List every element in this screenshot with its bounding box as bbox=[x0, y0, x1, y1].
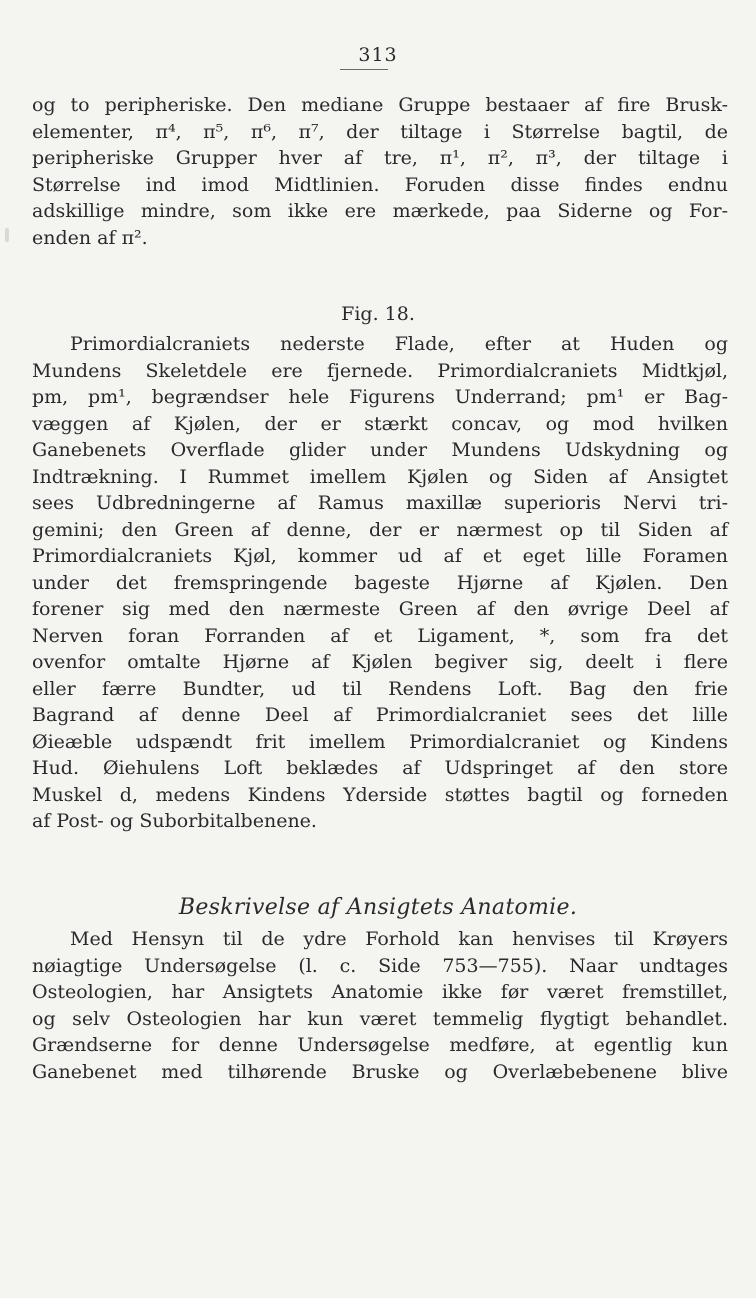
text-line: Indtrækning. I Rummet imellem Kjølen og Siden af Ansigtet bbox=[32, 465, 728, 488]
text-line: Osteologien, har Ansigtets Anatomie ikke før været fremstillet, bbox=[32, 981, 728, 1003]
text-line: Ganebenet med tilhørende Bruske og Overlæbebenene blive bbox=[32, 1060, 728, 1083]
text-line: og to peripheriske. Den mediane Gruppe bestaaer af fire Brusk- bbox=[32, 94, 728, 116]
text-line: Muskel d, medens Kindens Yderside støttes bagtil og forneden bbox=[32, 783, 728, 806]
text-line: Hud. Øiehulens Loft beklædes af Udspringet af den store bbox=[32, 757, 728, 779]
text-line: under det fremspringende bageste Hjørne af Kjølen. Den bbox=[32, 571, 728, 594]
text-line: af Post- og Suborbitalbenene. bbox=[32, 810, 317, 832]
text-line: Mundens Skeletdele ere fjernede. Primordialcraniets Midtkjøl, bbox=[32, 359, 728, 382]
page-number-underline bbox=[340, 69, 388, 70]
text-line: Bagrand af denne Deel af Primordialcraniet sees det lille bbox=[32, 704, 728, 726]
text-line: ovenfor omtalte Hjørne af Kjølen begiver sig, deelt i flere bbox=[32, 651, 728, 673]
text-line: forener sig med den nærmeste Green af den øvrige Deel af bbox=[32, 598, 728, 620]
text-line: elementer, π⁴, π⁵, π⁶, π⁷, der tiltage i Størrelse bagtil, de bbox=[32, 120, 728, 143]
text-line: Primordialcraniets nederste Flade, efter at Huden og bbox=[70, 333, 728, 355]
section-paragraph bbox=[32, 926, 728, 1085]
text-line: gemini; den Green af denne, der er nærmest op til Siden af bbox=[32, 518, 728, 541]
text-line: Nerven foran Forranden af et Ligament, *, som fra det bbox=[32, 624, 728, 647]
text-line: eller færre Bundter, ud til Rendens Loft. Bag den frie bbox=[32, 677, 728, 700]
section-heading: Beskrivelse af Ansigtets Anatomie. bbox=[178, 895, 578, 920]
intro-paragraph bbox=[32, 92, 728, 251]
text-line: sees Udbredningerne af Ramus maxillæ superioris Nervi tri- bbox=[32, 492, 728, 514]
text-line: og selv Osteologien har kun været temmelig flygtigt behandlet. bbox=[32, 1007, 728, 1030]
text-line: Med Hensyn til de ydre Forhold kan henvises til Krøyers bbox=[70, 928, 728, 950]
figure-label: Fig. 18. bbox=[341, 303, 415, 325]
text-line: Grændserne for denne Undersøgelse medføre, at egentlig kun bbox=[32, 1034, 728, 1056]
text-line: Størrelse ind imod Midtlinien. Foruden disse findes endnu bbox=[32, 173, 728, 196]
text-line: Primordialcraniets Kjøl, kommer ud af et eget lille Foramen bbox=[32, 545, 728, 567]
margin-mark bbox=[5, 228, 9, 242]
text-line: adskillige mindre, som ikke ere mærkede, paa Siderne og For- bbox=[32, 200, 728, 222]
text-line: nøiagtige Undersøgelse (l. c. Side 753—755). Naar undtages bbox=[32, 954, 728, 977]
figure-description bbox=[32, 331, 728, 835]
text-line: væggen af Kjølen, der er stærkt concav, og mod hvilken bbox=[32, 412, 728, 435]
text-line: enden af π². bbox=[32, 226, 148, 249]
text-line: pm, pm¹, begrændser hele Figurens Underrand; pm¹ er Bag- bbox=[32, 386, 728, 408]
text-line: Ganebenets Overflade glider under Mundens Udskydning og bbox=[32, 439, 728, 461]
text-line: peripheriske Grupper hver af tre, π¹, π², π³, der tiltage i bbox=[32, 147, 728, 169]
text-line: Øieæble udspændt frit imellem Primordialcraniet og Kindens bbox=[32, 730, 728, 753]
page-number: 313 bbox=[358, 44, 398, 66]
